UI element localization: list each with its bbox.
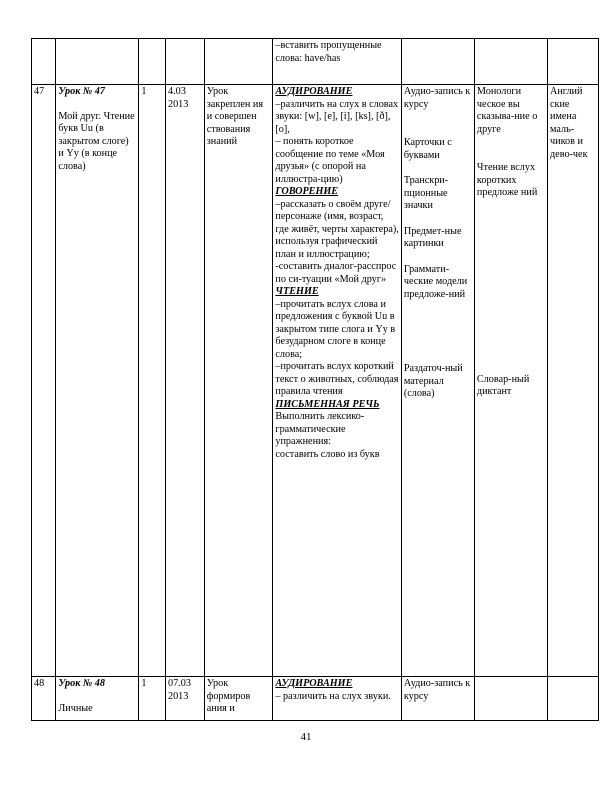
cell-date: 4.03 2013: [165, 85, 204, 677]
cell-materials: [401, 85, 474, 677]
cell-lesson: [56, 85, 139, 677]
control-item: Словар-ный диктант: [476, 373, 530, 397]
material-item: Предмет-ные картинки: [403, 225, 462, 249]
material-item: Транскри-пционные значки: [403, 175, 449, 211]
section-line: составить слово из букв: [275, 448, 380, 460]
section-line: –рассказать о своём друге/персонаже (имя, возраст, где живёт, черты характера), используя графический план и иллюстрацию;: [275, 198, 399, 260]
cell-hours: [139, 39, 166, 85]
cell-activities: [273, 85, 401, 677]
material-item: Карточки с буквами: [403, 137, 452, 161]
section-heading: ЧТЕНИЕ: [275, 286, 319, 297]
cell-control: [474, 85, 547, 677]
cell-num: 47: [32, 85, 56, 677]
lesson-title: Урок № 47: [58, 86, 105, 97]
table-row: [32, 677, 599, 721]
control-item: Монологи ческое вы сказыва-ние о друге: [476, 86, 538, 135]
lesson-topic: Мой друг. Чтение букв Uu (в закрытом слоге) и Yy (в конце слова): [58, 110, 135, 172]
section-heading: АУДИРОВАНИЕ: [275, 86, 353, 97]
lesson-plan-table: [31, 38, 599, 721]
cell-lesson: [56, 39, 139, 85]
cell-activities: [273, 677, 401, 721]
section-line: – различить на слух звуки.: [275, 690, 391, 702]
cell-activities: –вставить пропущенные слова: have/has: [273, 39, 401, 85]
cell-extra: [548, 677, 599, 721]
cell-date: 07.03 2013: [165, 677, 204, 721]
section-heading: ГОВОРЕНИЕ: [275, 186, 339, 197]
cell-materials: [401, 39, 474, 85]
section-line: –прочитать вслух короткий текст о животных, соблюдая правила чтения: [275, 361, 399, 397]
cell-date: [165, 39, 204, 85]
lesson-topic: Личные: [58, 702, 93, 714]
section-line: – понять короткое сообщение по теме «Моя друзья» (с опорой на иллюстра-цию): [275, 136, 385, 185]
section-heading: АУДИРОВАНИЕ: [275, 678, 353, 689]
cell-extra: Англий ские имена маль-чиков и дево-чек: [548, 85, 599, 677]
section-line: –различить на слух в словах звуки: [w], [e], [i], [ks], [ð], [o],: [275, 98, 399, 135]
cell-type: [204, 39, 273, 85]
lesson-title: Урок № 48: [58, 678, 105, 689]
material-item: Граммати-ческие модели предложе-ний: [403, 263, 468, 300]
cell-type: Урок закреплен ия и совершен ствования знаний: [204, 85, 273, 677]
material-item: Аудио-запись к курсу: [403, 86, 471, 110]
cell-extra: [548, 39, 599, 85]
cell-hours: 1: [139, 85, 166, 677]
section-heading: ПИСЬМЕННАЯ РЕЧЬ: [275, 398, 380, 410]
control-item: Чтение вслух коротких предложе ний: [476, 162, 538, 198]
cell-type: Урок формиров ания и: [204, 677, 273, 721]
page-number: 41: [300, 731, 312, 743]
section-line: -составить диалог-расспрос по си-туации «Мой друг»: [275, 261, 397, 285]
cell-control: [474, 39, 547, 85]
cell-num: [32, 39, 56, 85]
material-item: Раздаточ-ный материал (слова): [403, 363, 463, 399]
table-row: [32, 39, 599, 85]
cell-control: [474, 677, 547, 721]
cell-lesson: [56, 677, 139, 721]
table-row: [32, 85, 599, 677]
cell-materials: Аудио-запись к курсу: [401, 677, 474, 721]
section-line: –прочитать вслух слова и предложения с буквой Uu в закрытом типе слога и Yy в безударном слоге в конце слова;: [275, 298, 396, 360]
cell-hours: 1: [139, 677, 166, 721]
cell-num: 48: [32, 677, 56, 721]
section-line: Выполнить лексико-грамматические упражнения:: [275, 411, 365, 447]
